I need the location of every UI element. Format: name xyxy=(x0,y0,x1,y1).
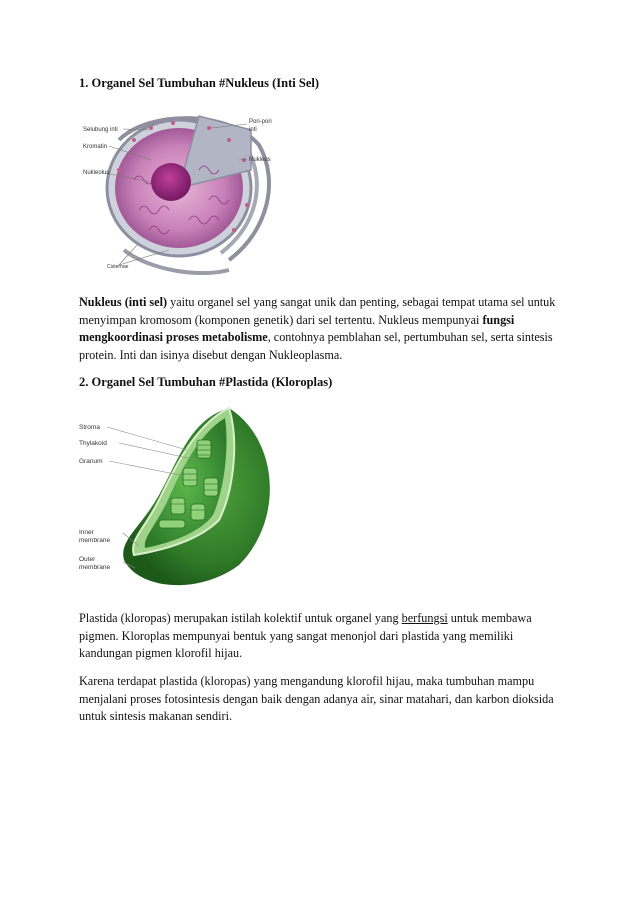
nucleus-diagram xyxy=(79,110,299,275)
nucleus-paragraph xyxy=(79,294,561,364)
nucleus-text-2: , contohnya pemblahan sel, pertumbuhan sel, serta sintesis protein. Inti dan isinya disebut dengan Nukleoplasma. xyxy=(79,330,553,362)
label-outer-1: Outer xyxy=(79,556,96,563)
label-inner-2: membrane xyxy=(79,537,111,544)
label-stroma: Stroma xyxy=(79,424,100,431)
fotosintesis-text: Karena terdapat plastida (kloropas) yang mengandung klorofil hijau, maka tumbuhan mampu menjalani proses fotosintesis dengan baik dengan adanya air, sinar matahari, dan karbon dioksida untuk sintesis makanan sendiri. xyxy=(79,674,554,723)
label-pori-1: Pori-pori xyxy=(249,119,272,125)
label-granum: Granum xyxy=(79,458,103,465)
nucleus-term: Nukleus (inti sel) xyxy=(79,295,168,309)
plastida-paragraph xyxy=(79,610,561,663)
fotosintesis-paragraph xyxy=(79,673,561,726)
label-pori-2: inti xyxy=(249,127,257,133)
label-outer-2: membrane xyxy=(79,564,111,571)
chloroplast-diagram xyxy=(79,400,289,590)
label-cisternae: Cisternae xyxy=(107,264,129,270)
plastida-text-2: untuk membawa pigmen. Kloroplas mempunyai bentuk yang sangat menonjol dari plastida yang memiliki kandungan pigmen klorofil hijau. xyxy=(79,611,532,660)
label-selubung: Selubung inti xyxy=(83,127,118,133)
label-inner-1: Inner xyxy=(79,529,94,536)
label-nukleus: Nukleus xyxy=(249,157,271,163)
label-nukleolus: Nukleolus xyxy=(83,170,110,176)
plastida-text-1: Plastida (kloropas) merupakan istilah kolektif untuk organel yang xyxy=(79,611,402,625)
section1-heading: 1. Organel Sel Tumbuhan #Nukleus (Inti Sel) xyxy=(79,76,319,90)
label-kromatin: Kromatin xyxy=(83,144,108,150)
label-thylakoid: Thylakoid xyxy=(79,440,107,447)
section2-heading: 2. Organel Sel Tumbuhan #Plastida (Kloroplas) xyxy=(79,375,333,389)
nucleolus xyxy=(151,163,191,201)
nucleus-text-1: yaitu organel sel yang sangat unik dan penting, sebagai tempat utama sel untuk menyimpan kromosom (komponen genetik) dari sel tertentu. Nukleus mempunyai xyxy=(79,295,556,327)
plastida-underlined: berfungsi xyxy=(401,611,448,625)
nucleus-emphasis: fungsi mengkoordinasi proses metabolisme xyxy=(79,312,515,344)
